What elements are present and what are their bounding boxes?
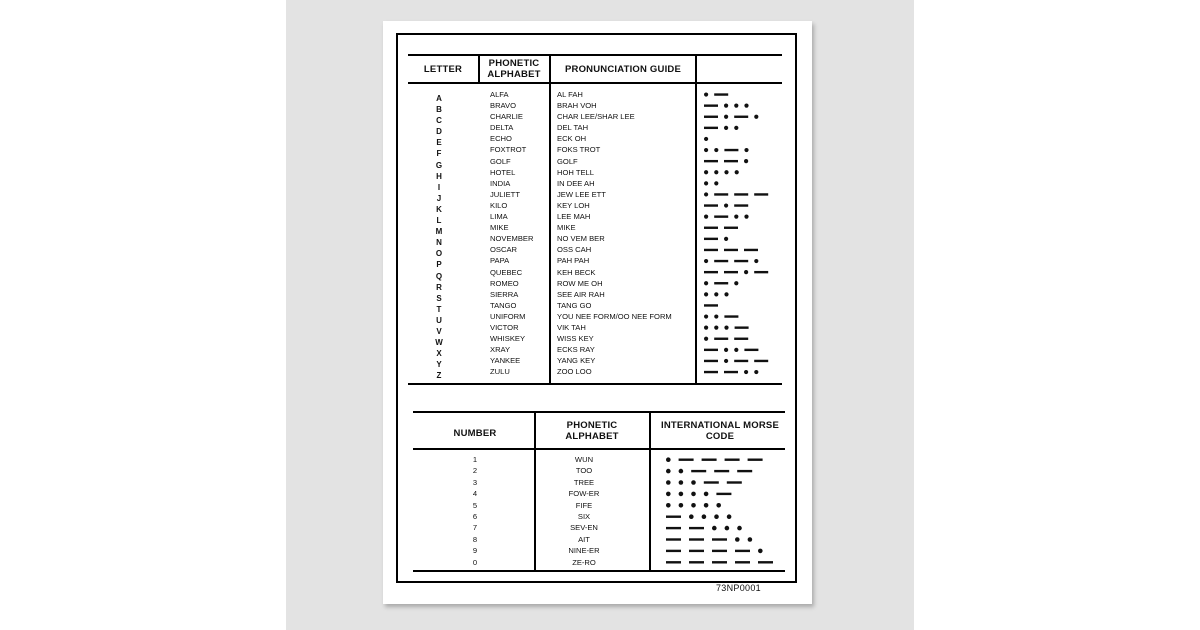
phonetic-word-cell: WHISKEY (490, 334, 526, 344)
morse-code-header: INTERNATIONAL MORSE CODE (661, 420, 779, 442)
number-morse-dash (666, 516, 681, 518)
letter-morse-dot (704, 137, 708, 141)
letter-morse-dot (714, 148, 718, 152)
phonetic-word-cell: QUEBEC (490, 267, 523, 277)
number-morse-dot (691, 492, 696, 497)
numbers-top-rule (413, 411, 785, 413)
number-morse-dot (679, 480, 684, 485)
number-morse-dot (691, 503, 696, 508)
letter-cell: V (436, 326, 442, 336)
number-morse-dot (737, 526, 742, 531)
numbers-header-rule (413, 448, 785, 450)
letter-morse-dot (714, 181, 718, 185)
number-morse-dot (704, 503, 709, 508)
letter-cell: R (436, 282, 442, 292)
letter-morse-dash (714, 215, 728, 217)
pronunciation-cell: TANG GO (557, 300, 592, 310)
phonetic-header: PHONETIC ALPHABET (487, 58, 541, 80)
pronunciation-cell: KEY LOH (557, 200, 590, 210)
letter-cell: N (436, 238, 442, 248)
number-morse-dash (666, 538, 681, 540)
number-morse-dot (758, 549, 763, 554)
letter-morse-dash (704, 304, 718, 306)
number-morse-dash (716, 493, 731, 495)
number-header: NUMBER (453, 428, 497, 439)
letter-header: LETTER (423, 64, 463, 75)
letter-morse-dot (734, 104, 738, 108)
number-morse-dash (712, 550, 727, 552)
number-morse-dot (725, 526, 730, 531)
letter-morse-dot (754, 115, 758, 119)
part-number: 73NP0001 (716, 583, 761, 593)
letter-morse-dot (704, 181, 708, 185)
letter-morse-dot (724, 359, 728, 363)
letter-cell: O (435, 249, 443, 259)
number-word-cell: WUN (574, 455, 594, 464)
number-morse-dot (666, 469, 671, 474)
background-right (914, 0, 1200, 630)
pronunciation-cell: WISS KEY (557, 334, 594, 344)
phonetic-word-cell: FOXTROT (490, 145, 527, 155)
number-phonetic-col-divider (649, 411, 651, 572)
letter-morse-dash (724, 149, 738, 151)
letter-morse-dot (744, 370, 748, 374)
letter-morse-dot (744, 270, 748, 274)
letter-cell: F (436, 149, 442, 159)
letter-morse-dot (754, 370, 758, 374)
letter-cell: W (435, 338, 443, 348)
phonetic-word-cell: NOVEMBER (490, 234, 534, 244)
letter-morse-dash (714, 193, 728, 195)
phonetic-word-cell: KILO (490, 200, 508, 210)
number-cell: 3 (472, 477, 478, 487)
letter-morse-dash (724, 315, 738, 317)
letter-cell: Y (436, 360, 442, 370)
phonetic-word-cell: XRAY (490, 345, 511, 355)
letter-morse-dot (724, 292, 728, 296)
letter-morse-dash (704, 349, 718, 351)
pronunciation-cell: YANG KEY (557, 356, 596, 366)
number-morse-dot (716, 503, 721, 508)
letter-morse-dash (714, 260, 728, 262)
pronunciation-cell: ECKS RAY (557, 345, 595, 355)
letter-morse-dash (704, 371, 718, 373)
pronunciation-cell: YOU NEE FORM/OO NEE FORM (557, 311, 672, 321)
pronunciation-cell: BRAH VOH (557, 101, 597, 111)
number-morse-dash (714, 470, 729, 472)
letter-morse-dot (704, 259, 708, 263)
number-morse-dash (737, 470, 752, 472)
phonetic-word-cell: ROMEO (490, 278, 519, 288)
number-cell: 6 (472, 511, 478, 521)
letter-morse-dot (724, 170, 728, 174)
number-morse-dash (702, 459, 717, 461)
letter-morse-dash (724, 160, 738, 162)
number-morse-dot (679, 469, 684, 474)
letter-column (428, 93, 450, 381)
letter-cell: B (436, 105, 442, 115)
number-morse-dot (679, 492, 684, 497)
pronunciation-cell: GOLF (557, 156, 578, 166)
number-cell: 8 (472, 534, 478, 544)
letter-morse-dot (744, 148, 748, 152)
number-morse-dot (666, 480, 671, 485)
pronunciation-cell: SEE AIR RAH (557, 289, 605, 299)
letter-morse-dash (704, 271, 718, 273)
phonetic-word-cell: ECHO (490, 134, 512, 144)
letter-morse-dash (704, 204, 718, 206)
letter-cell: D (436, 127, 442, 137)
number-morse-dash (691, 470, 706, 472)
phonetic-word-cell: YANKEE (490, 356, 521, 366)
letter-morse-dash (734, 260, 748, 262)
pronunciation-cell: LEE MAH (557, 212, 591, 222)
phonetic-word-cell: DELTA (490, 123, 514, 133)
number-morse-dash (735, 561, 750, 563)
phonetic-word-cell: PAPA (490, 256, 510, 266)
number-morse-column (662, 454, 782, 570)
letter-morse-dash (744, 349, 758, 351)
number-word-cell: SEV-EN (570, 523, 598, 533)
pronunciation-cell: AL FAH (557, 90, 583, 99)
letter-morse-dot (724, 203, 728, 207)
letter-cell: A (436, 94, 442, 103)
letter-morse-dot (724, 126, 728, 130)
number-morse-dash (748, 459, 763, 461)
pronunciation-cell: HOH TELL (557, 167, 594, 177)
letter-cell: H (436, 171, 442, 181)
pronunciation-cell: OSS CAH (557, 245, 592, 255)
number-word-cell: TOO (575, 466, 593, 476)
phonetic-word-cell: LIMA (490, 212, 508, 222)
pronunciation-cell: JEW LEE ETT (557, 189, 606, 199)
number-word-column (548, 454, 620, 568)
letter-morse-dash (704, 116, 718, 118)
letter-morse-dash (734, 116, 748, 118)
letter-morse-dash (704, 249, 718, 251)
letter-morse-dash (724, 249, 738, 251)
number-morse-dash (758, 561, 773, 563)
number-morse-dash (666, 527, 681, 529)
letter-cell: I (437, 182, 441, 192)
letter-cell: M (435, 227, 443, 237)
letter-morse-dash (704, 104, 718, 106)
letter-cell: P (436, 260, 442, 270)
number-morse-dot (666, 492, 671, 497)
pronunciation-cell: KEH BECK (557, 267, 596, 277)
letter-morse-dot (734, 215, 738, 219)
letter-cell: K (436, 204, 442, 214)
letter-morse-dash (734, 338, 748, 340)
letter-cell: C (436, 116, 442, 126)
letter-morse-dot (704, 170, 708, 174)
letter-morse-dash (734, 360, 748, 362)
pronunciation-cell: NO VEM BER (557, 234, 605, 244)
letter-morse-dot (714, 326, 718, 330)
phonetic-word-cell: CHARLIE (490, 112, 523, 122)
letter-morse-dot (704, 215, 708, 219)
number-morse-dash (712, 538, 727, 540)
number-morse-dash (727, 481, 742, 483)
number-morse-dot (666, 457, 671, 462)
letter-cell: J (436, 193, 442, 203)
letter-cell: Q (435, 271, 443, 281)
number-morse-dot (666, 503, 671, 508)
number-word-cell: SIX (577, 511, 591, 521)
number-cell: 5 (472, 500, 478, 510)
pronunciation-cell: ECK OH (557, 134, 587, 144)
letters-bottom-rule (408, 383, 782, 385)
letter-morse-dash (734, 193, 748, 195)
letter-morse-dash (714, 93, 728, 95)
header-rule (408, 82, 782, 84)
letter-morse-dot (704, 92, 708, 96)
letter-morse-dot (734, 126, 738, 130)
letter-cell: Z (436, 371, 442, 381)
phonetic-word-cell: SIERRA (490, 289, 519, 299)
letter-morse-dash (754, 271, 768, 273)
letter-morse-dot (704, 314, 708, 318)
letter-morse-dot (724, 115, 728, 119)
number-morse-dot (679, 503, 684, 508)
number-word-cell: FOW-ER (568, 489, 600, 499)
number-morse-dot (704, 492, 709, 497)
letter-morse-dot (704, 326, 708, 330)
top-rule (408, 54, 782, 56)
letter-morse-dash (704, 360, 718, 362)
number-morse-dot (691, 480, 696, 485)
number-cell: 1 (472, 455, 478, 464)
phonetic-word-cell: TANGO (490, 300, 517, 310)
number-morse-dash (689, 561, 704, 563)
letter-morse-dot (714, 292, 718, 296)
number-morse-dash (712, 561, 727, 563)
letter-morse-dot (744, 215, 748, 219)
pronunciation-cell: CHAR LEE/SHAR LEE (557, 112, 635, 122)
letter-morse-dash (744, 249, 758, 251)
letter-morse-dot (734, 281, 738, 285)
letter-morse-dash (704, 227, 718, 229)
number-morse-dot (727, 514, 732, 519)
letter-morse-dot (724, 237, 728, 241)
number-morse-dash (725, 459, 740, 461)
letter-morse-dot (714, 170, 718, 174)
letter-morse-dash (714, 282, 728, 284)
pronunciation-header: PRONUNCIATION GUIDE (564, 64, 682, 75)
number-cell: 0 (472, 557, 478, 567)
letter-morse-dot (704, 281, 708, 285)
pronunciation-cell: PAH PAH (557, 256, 590, 266)
pronunciation-cell: IN DEE AH (557, 178, 595, 188)
letter-morse-column (700, 89, 790, 381)
letter-cell: T (436, 304, 442, 314)
number-cell: 7 (472, 523, 478, 533)
pronunciation-column (557, 89, 672, 377)
letter-morse-dot (744, 159, 748, 163)
number-morse-dash (666, 550, 681, 552)
letter-morse-dot (724, 104, 728, 108)
letter-morse-dash (734, 204, 748, 206)
phonetic-word-column (490, 89, 533, 377)
letter-col-divider (478, 54, 480, 84)
letter-cell: E (436, 138, 442, 148)
letter-morse-dash (724, 271, 738, 273)
letter-morse-dash (724, 371, 738, 373)
phonetic-word-cell: UNIFORM (490, 311, 526, 321)
phonetic-word-cell: ALFA (490, 90, 509, 99)
letter-morse-dash (714, 338, 728, 340)
pronunciation-cell: DEL TAH (557, 123, 589, 133)
phonetic-word-cell: HOTEL (490, 167, 516, 177)
number-morse-dash (689, 538, 704, 540)
letter-morse-dot (724, 326, 728, 330)
letter-morse-dot (704, 148, 708, 152)
number-morse-dash (735, 550, 750, 552)
letter-morse-dash (704, 127, 718, 129)
letter-cell: L (436, 216, 442, 226)
numbers-bottom-rule (413, 570, 785, 572)
phonetic-word-cell: GOLF (490, 156, 511, 166)
number-cell: 9 (472, 546, 478, 556)
letter-morse-dot (734, 348, 738, 352)
letter-morse-dash (704, 160, 718, 162)
pronunciation-cell: ROW ME OH (557, 278, 603, 288)
number-morse-dash (689, 550, 704, 552)
pronunciation-cell: ZOO LOO (557, 367, 592, 377)
number-morse-dot (735, 537, 740, 542)
number-word-cell: FIFE (575, 500, 593, 510)
number-morse-dot (714, 514, 719, 519)
number-phonetic-header: PHONETIC ALPHABET (565, 420, 619, 442)
letter-morse-dash (704, 238, 718, 240)
phonetic-word-cell: JULIETT (490, 189, 520, 199)
letter-morse-dot (744, 104, 748, 108)
letter-morse-dot (704, 292, 708, 296)
background-left (0, 0, 286, 630)
number-word-cell: ZE-RO (572, 557, 596, 567)
number-morse-dash (689, 527, 704, 529)
number-col-divider (534, 411, 536, 572)
phonetic-word-cell: OSCAR (490, 245, 518, 255)
letter-morse-dot (724, 348, 728, 352)
letter-morse-dot (754, 259, 758, 263)
number-morse-dot (748, 537, 753, 542)
letter-morse-dash (754, 193, 768, 195)
number-morse-dash (666, 561, 681, 563)
number-morse-dash (704, 481, 719, 483)
phonetic-word-cell: BRAVO (490, 101, 517, 111)
number-word-cell: NINE-ER (568, 546, 600, 556)
pronunciation-cell: MIKE (557, 223, 576, 233)
pronunciation-cell: FOKS TROT (557, 145, 601, 155)
number-morse-dash (679, 459, 694, 461)
letter-morse-dash (754, 360, 768, 362)
letter-morse-dot (735, 170, 739, 174)
number-column (466, 454, 484, 568)
number-morse-dot (689, 514, 694, 519)
letter-cell: S (436, 293, 442, 303)
phonetic-word-cell: VICTOR (490, 322, 519, 332)
number-morse-dot (712, 526, 717, 531)
letter-morse-dash (724, 227, 738, 229)
letter-morse-dot (704, 337, 708, 341)
number-cell: 2 (472, 466, 478, 476)
letter-cell: U (436, 315, 442, 325)
letter-morse-dash (735, 326, 749, 328)
number-word-cell: TREE (573, 477, 595, 487)
letter-cell: G (435, 160, 443, 170)
phonetic-col-divider (549, 54, 551, 385)
letter-morse-dot (704, 192, 708, 196)
pronunciation-cell: VIK TAH (557, 322, 586, 332)
letter-morse-dot (714, 314, 718, 318)
number-word-cell: AIT (578, 534, 590, 544)
phonetic-word-cell: ZULU (490, 367, 510, 377)
phonetic-word-cell: INDIA (490, 178, 511, 188)
number-morse-dot (702, 514, 707, 519)
phonetic-word-cell: MIKE (490, 223, 509, 233)
pronunciation-col-divider (695, 54, 697, 385)
number-cell: 4 (472, 489, 478, 499)
letter-cell: X (436, 349, 442, 359)
